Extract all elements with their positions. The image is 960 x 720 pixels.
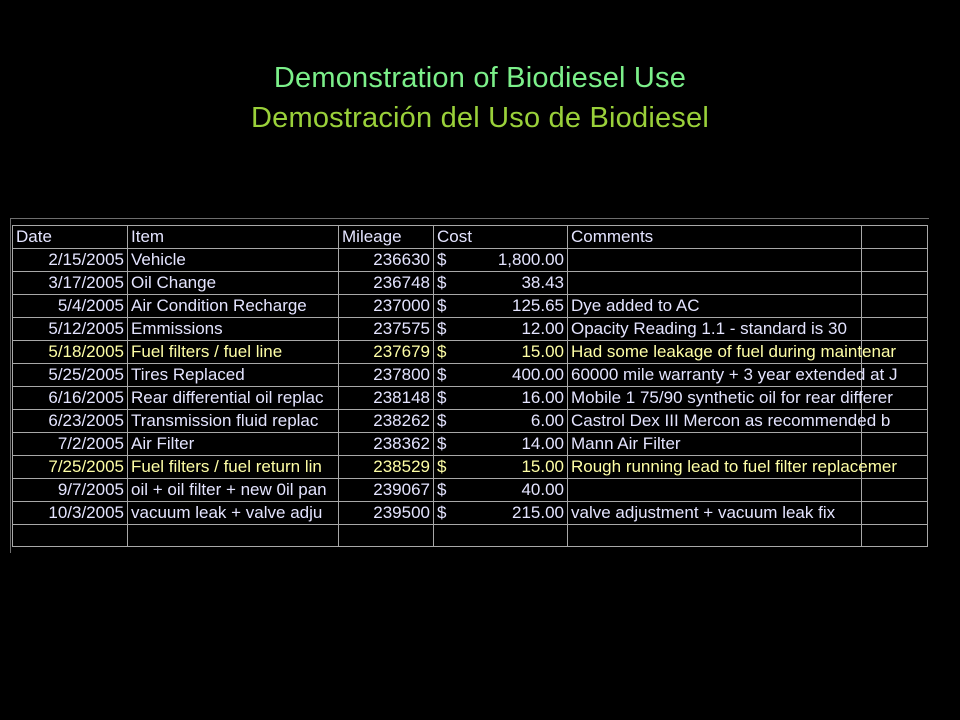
empty-cell [862, 525, 928, 547]
cost-amount: 6.00 [530, 411, 564, 430]
comment-cell: valve adjustment + vacuum leak fix [568, 502, 862, 525]
mileage-cell: 239067 [339, 479, 434, 502]
comment-cell: Opacity Reading 1.1 - standard is 30 [568, 318, 862, 341]
empty-row [13, 525, 928, 547]
cost-cell [434, 364, 568, 387]
currency-symbol: $ [437, 411, 447, 430]
table-row [13, 272, 928, 295]
date-cell: 3/17/2005 [13, 272, 128, 295]
empty-cell [862, 479, 928, 502]
empty-cell [434, 525, 568, 547]
mileage-cell: 238262 [339, 410, 434, 433]
empty-cell [862, 249, 928, 272]
table-row [13, 318, 928, 341]
currency-symbol: $ [437, 480, 447, 499]
item-cell: oil + oil filter + new 0il pan [128, 479, 339, 502]
empty-cell [862, 295, 928, 318]
date-cell: 7/2/2005 [13, 433, 128, 456]
cost-cell [434, 502, 568, 525]
cost-amount: 400.00 [512, 365, 564, 384]
table-row [13, 410, 928, 433]
table-row [13, 387, 928, 410]
maintenance-log-table [12, 225, 928, 547]
cost-amount: 38.43 [521, 273, 564, 292]
comment-cell: Mann Air Filter [568, 433, 862, 456]
comment-cell [568, 249, 862, 272]
comment-cell: Castrol Dex III Mercon as recommended b [568, 410, 862, 433]
date-cell: 6/16/2005 [13, 387, 128, 410]
cost-cell [434, 387, 568, 410]
cost-amount: 15.00 [521, 457, 564, 476]
header-item: Item [128, 226, 339, 249]
mileage-cell: 236748 [339, 272, 434, 295]
comment-cell: Dye added to AC [568, 295, 862, 318]
date-cell: 5/25/2005 [13, 364, 128, 387]
cost-cell [434, 341, 568, 364]
item-cell: Fuel filters / fuel line [128, 341, 339, 364]
table-row [13, 433, 928, 456]
item-cell: Emmissions [128, 318, 339, 341]
comment-cell: Had some leakage of fuel during maintenar [568, 341, 862, 364]
date-cell: 5/18/2005 [13, 341, 128, 364]
date-cell: 10/3/2005 [13, 502, 128, 525]
item-cell: vacuum leak + valve adju [128, 502, 339, 525]
empty-cell [13, 525, 128, 547]
cost-cell [434, 272, 568, 295]
item-cell: Air Filter [128, 433, 339, 456]
date-cell: 7/25/2005 [13, 456, 128, 479]
empty-cell [862, 502, 928, 525]
mileage-cell: 238529 [339, 456, 434, 479]
comment-cell: 60000 mile warranty + 3 year extended at J [568, 364, 862, 387]
header-cost: Cost [434, 226, 568, 249]
cost-amount: 125.65 [512, 296, 564, 315]
date-cell: 2/15/2005 [13, 249, 128, 272]
cost-amount: 15.00 [521, 342, 564, 361]
item-cell: Vehicle [128, 249, 339, 272]
item-cell: Fuel filters / fuel return lin [128, 456, 339, 479]
cost-amount: 40.00 [521, 480, 564, 499]
currency-symbol: $ [437, 365, 447, 384]
currency-symbol: $ [437, 250, 447, 269]
empty-cell [568, 525, 862, 547]
cost-amount: 12.00 [521, 319, 564, 338]
table-row [13, 479, 928, 502]
cost-amount: 14.00 [521, 434, 564, 453]
date-cell: 6/23/2005 [13, 410, 128, 433]
item-cell: Air Condition Recharge [128, 295, 339, 318]
cost-cell [434, 295, 568, 318]
cost-cell [434, 456, 568, 479]
empty-cell [862, 318, 928, 341]
cost-cell [434, 318, 568, 341]
item-cell: Tires Replaced [128, 364, 339, 387]
mileage-cell: 237000 [339, 295, 434, 318]
date-cell: 5/12/2005 [13, 318, 128, 341]
item-cell: Oil Change [128, 272, 339, 295]
item-cell: Rear differential oil replac [128, 387, 339, 410]
header-date: Date [13, 226, 128, 249]
comment-cell [568, 479, 862, 502]
empty-cell [339, 525, 434, 547]
cost-amount: 1,800.00 [497, 250, 564, 269]
header-comments: Comments [568, 226, 862, 249]
empty-cell [862, 433, 928, 456]
table-row [13, 341, 928, 364]
cost-amount: 215.00 [512, 503, 564, 522]
currency-symbol: $ [437, 457, 447, 476]
cost-cell [434, 479, 568, 502]
table-row [13, 295, 928, 318]
slide-title-spanish: Demostración del Uso de Biodiesel [251, 102, 709, 134]
mileage-cell: 238148 [339, 387, 434, 410]
cost-cell [434, 433, 568, 456]
comment-cell: Mobile 1 75/90 synthetic oil for rear differer [568, 387, 862, 410]
mileage-cell: 237575 [339, 318, 434, 341]
table-row [13, 249, 928, 272]
table-row [13, 364, 928, 387]
date-cell: 5/4/2005 [13, 295, 128, 318]
mileage-cell: 237800 [339, 364, 434, 387]
currency-symbol: $ [437, 503, 447, 522]
table-row [13, 502, 928, 525]
currency-symbol: $ [437, 296, 447, 315]
cost-cell [434, 249, 568, 272]
header-mileage: Mileage [339, 226, 434, 249]
currency-symbol: $ [437, 342, 447, 361]
mileage-cell: 237679 [339, 341, 434, 364]
item-cell: Transmission fluid replac [128, 410, 339, 433]
empty-cell [862, 226, 928, 249]
currency-symbol: $ [437, 434, 447, 453]
slide-title-english: Demonstration of Biodiesel Use [273, 62, 687, 94]
comment-cell: Rough running lead to fuel filter replacemer [568, 456, 862, 479]
cost-cell [434, 410, 568, 433]
empty-cell [862, 272, 928, 295]
table-header-row [13, 226, 928, 249]
empty-cell [128, 525, 339, 547]
cost-amount: 16.00 [521, 388, 564, 407]
currency-symbol: $ [437, 319, 447, 338]
currency-symbol: $ [437, 388, 447, 407]
comment-cell [568, 272, 862, 295]
currency-symbol: $ [437, 273, 447, 292]
mileage-cell: 238362 [339, 433, 434, 456]
mileage-cell: 239500 [339, 502, 434, 525]
mileage-cell: 236630 [339, 249, 434, 272]
date-cell: 9/7/2005 [13, 479, 128, 502]
table-row [13, 456, 928, 479]
